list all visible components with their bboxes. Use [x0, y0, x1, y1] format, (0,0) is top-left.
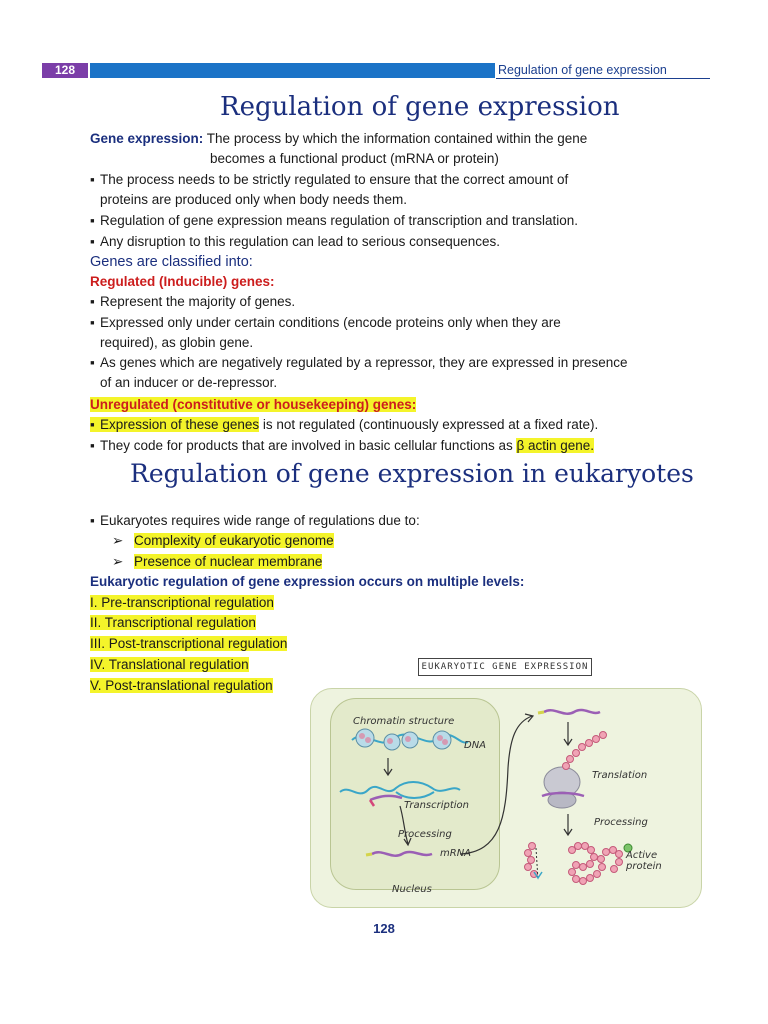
- level-item: I. Pre-transcriptional regulation: [90, 595, 274, 610]
- list-item-continuation: of an inducer or de-repressor.: [100, 375, 278, 390]
- list-item: ▪ The process needs to be strictly regulated to ensure that the correct amount of: [90, 172, 569, 187]
- chromatin-label: Chromatin structure: [353, 716, 455, 727]
- list-item: ▪ Represent the majority of genes.: [90, 294, 296, 309]
- processing-label-1: Processing: [398, 829, 452, 840]
- dna-label: DNA: [464, 740, 487, 751]
- list-item: ▪ Any disruption to this regulation can lead to serious consequences.: [90, 234, 500, 249]
- active-protein-label-1: Active: [626, 850, 658, 861]
- unregulated-heading: Unregulated (constitutive or housekeeping) genes:: [90, 397, 417, 412]
- chromatin-icon: [352, 729, 468, 750]
- active-protein-icon: [525, 843, 623, 885]
- header-title: Regulation of gene expression: [498, 63, 667, 77]
- classified-heading: Genes are classified into:: [90, 254, 253, 270]
- translation-label: Translation: [592, 770, 648, 781]
- header-rule: [496, 78, 710, 79]
- levels-heading: Eukaryotic regulation of gene expression occurs on multiple levels:: [90, 574, 525, 589]
- nucleus-label: Nucleus: [392, 884, 432, 895]
- definition-text-1: The process by which the information contained within the gene: [203, 131, 588, 146]
- list-item: ▪ Eukaryotes requires wide range of regulations due to:: [90, 513, 420, 528]
- level-item: III. Post-transcriptional regulation: [90, 636, 288, 651]
- list-item-continuation: proteins are produced only when body needs them.: [100, 192, 407, 207]
- processing-label-2: Processing: [594, 817, 648, 828]
- list-item: ▪ As genes which are negatively regulated by a repressor, they are expressed in presence: [90, 355, 628, 370]
- mrna-label: mRNA: [440, 848, 472, 859]
- reason-item: ➢ Complexity of eukaryotic genome: [112, 533, 334, 548]
- definition-term: Gene expression:: [90, 131, 204, 146]
- list-item: ▪ Regulation of gene expression means regulation of transcription and translation.: [90, 213, 579, 228]
- list-item-continuation: required), as globin gene.: [100, 335, 254, 350]
- reason-item: ➢ Presence of nuclear membrane: [112, 554, 323, 569]
- list-item: ▪ Expression of these genes is not regulated (continuously expressed at a fixed rate).: [90, 417, 599, 432]
- ribosome-icon: [542, 767, 584, 808]
- level-item: V. Post-translational regulation: [90, 678, 273, 693]
- footer-page-number: 128: [373, 921, 395, 936]
- list-item: ▪ They code for products that are involved in basic cellular functions as β actin gene.: [90, 438, 595, 453]
- transcription-label: Transcription: [404, 800, 470, 811]
- section-title: Regulation of gene expression in eukaryotes: [130, 459, 694, 488]
- list-item: ▪ Expressed only under certain conditions (encode proteins only when they are: [90, 315, 561, 330]
- header-bar: [90, 63, 495, 78]
- regulated-heading: Regulated (Inducible) genes:: [90, 274, 275, 289]
- level-item: II. Transcriptional regulation: [90, 615, 256, 630]
- page-title: Regulation of gene expression: [220, 92, 620, 122]
- definition-line-2: becomes a functional product (mRNA or protein): [210, 151, 499, 166]
- level-item: IV. Translational regulation: [90, 657, 249, 672]
- definition-line-1: [90, 129, 587, 149]
- active-protein-label-2: protein: [626, 861, 662, 872]
- figure-label: EUKARYOTIC GENE EXPRESSION: [418, 658, 592, 676]
- header-page-number: 128: [42, 63, 88, 78]
